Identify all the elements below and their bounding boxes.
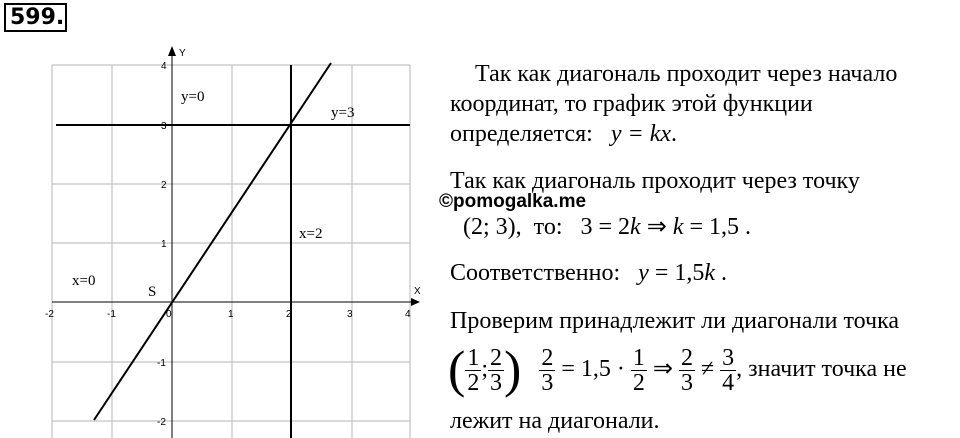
p2-to: то:	[533, 214, 563, 240]
p1-line2: координат, то график этой функции	[450, 91, 813, 117]
eq-mid: = 1,5 ·	[561, 356, 625, 382]
p3-label: Соответственно:	[450, 260, 621, 286]
y-tick: -1	[157, 358, 166, 369]
fraction: $\frac{1}{2}$	[467, 344, 480, 396]
fraction: $\frac{3}{4}$	[722, 344, 735, 396]
x-tick: 3	[347, 309, 353, 320]
x-tick: 4	[405, 309, 411, 320]
p1-end: .	[671, 121, 678, 147]
y-tick: 1	[161, 239, 167, 250]
x-axis-arrow-icon	[411, 298, 420, 306]
x-tick: -2	[45, 309, 54, 320]
not-equal: ≠	[700, 356, 715, 382]
x-tick: 2	[286, 309, 292, 320]
label-x0: x=0	[72, 273, 96, 289]
diagonal-line	[94, 63, 331, 420]
p3-line	[450, 258, 727, 288]
p2-point: (2; 3),	[463, 214, 522, 240]
p2-formula-c: = 1,5 .	[689, 214, 752, 240]
p3-formula-b: = 1,5	[654, 260, 705, 286]
problem-number: 599.	[4, 3, 67, 32]
arrow-2: ⇒	[652, 356, 673, 382]
p2-line1: Так как диагональ проходит через точку	[450, 168, 860, 194]
grid	[52, 65, 410, 438]
label-y3: y=3	[331, 105, 355, 121]
paren-right: )	[504, 341, 522, 399]
fraction-separator: ;	[481, 356, 488, 382]
p2-arrow: ⇒	[646, 214, 667, 240]
x-tick: 1	[228, 309, 234, 320]
axis-y-label: Y	[179, 48, 186, 59]
p2-line2	[463, 212, 751, 242]
p4-line1: Проверим принадлежит ли диагонали точка	[450, 308, 900, 334]
x-tick: 0	[166, 309, 172, 320]
p4-end: , значит точка не	[736, 356, 907, 382]
p4-line2	[448, 340, 907, 398]
label-y0: y=0	[181, 89, 205, 105]
y-tick: 4	[161, 61, 167, 72]
y-tick: 3	[161, 121, 167, 132]
y-tick: -2	[157, 417, 166, 428]
p1-formula: y = kx	[610, 121, 672, 147]
fraction: $\frac{1}{2}$	[632, 344, 645, 396]
fraction: $\frac{2}{3}$	[680, 344, 693, 396]
x-tick: -1	[107, 309, 116, 320]
coordinate-graph	[0, 0, 430, 438]
y-tick: 2	[161, 180, 167, 191]
label-s: S	[148, 284, 157, 300]
fraction: $\frac{2}{3}$	[490, 344, 502, 396]
p2-k: k	[630, 214, 641, 240]
p1-line3	[450, 119, 677, 149]
watermark: ©pomogalka.me	[439, 191, 587, 212]
label-x2: x=2	[299, 226, 323, 242]
fraction: $\frac{2}{3}$	[541, 344, 554, 396]
p3-formula-a: y	[638, 260, 649, 286]
axis-x-label: X	[414, 286, 421, 297]
p3-end: .	[721, 260, 728, 286]
paren-left: (	[448, 341, 466, 399]
p2-formula-a: 3 = 2	[580, 214, 631, 240]
p2-formula-b: k	[672, 214, 684, 240]
p1-label: определяется:	[450, 121, 593, 147]
p4-line3: лежит на диагонали.	[450, 408, 660, 434]
y-axis-arrow-icon	[168, 46, 176, 56]
p1-line1: Так как диагональ проходит через начало	[475, 61, 898, 87]
p3-formula-c: k	[704, 260, 716, 286]
